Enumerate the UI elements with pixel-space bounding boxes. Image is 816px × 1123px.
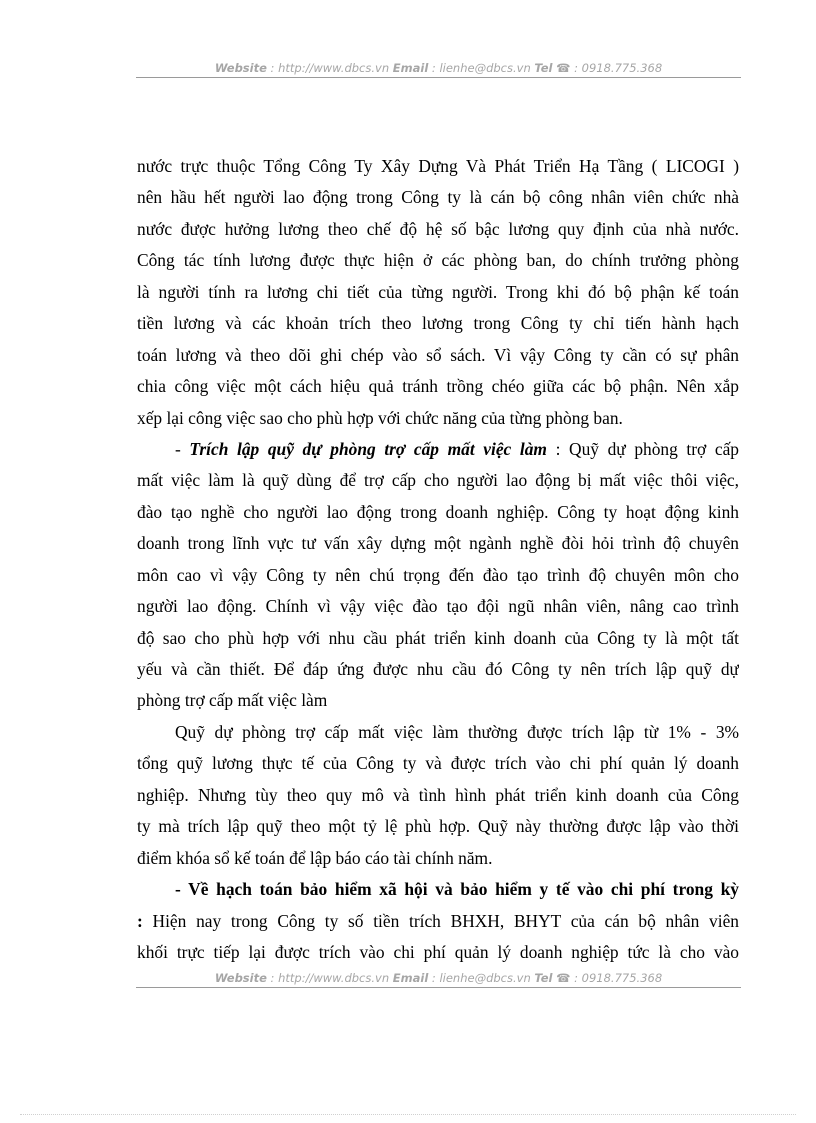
text-line: nước được hưởng lương theo chế độ hệ số bậc lương quy định của nhà nước. <box>137 218 739 239</box>
text-line: yếu và cần thiết. Để đáp ứng được nhu cầu đó Công ty nên trích lập quỹ dự <box>137 659 739 679</box>
text-line: nước trực thuộc Tổng Công Ty Xây Dựng Và Phát Triển Hạ Tầng ( LICOGI ) <box>137 156 739 176</box>
text-line: đào tạo nghề cho người lao động trong doanh nghiệp. Công ty hoạt động kinh <box>137 501 739 522</box>
section-heading-provision: Trích lập quỹ dự phòng trợ cấp mất việc làm <box>189 438 547 459</box>
text-line: khối trực tiếp lại được trích vào chi phí quản lý doanh nghiệp tức là cho vào <box>137 941 739 962</box>
tel-number: : 0918.775.368 <box>570 971 663 985</box>
email-address: : lienhe@dbcs.vn <box>428 61 535 75</box>
text-fragment: : Quỹ dự phòng trợ cấp <box>546 438 739 459</box>
text-line: chia công việc một cách hiệu quả tránh trồng chéo giữa các bộ phận. Nên xắp <box>137 376 739 397</box>
email-label: Email <box>392 971 429 985</box>
text-line <box>137 906 739 937</box>
text-line: xếp lại công việc sao cho phù hợp với chức năng của từng phòng ban. <box>137 407 623 428</box>
text-line: phòng trợ cấp mất việc làm <box>137 690 328 711</box>
text-line: Quỹ dự phòng trợ cấp mất việc làm thường được trích lập từ 1% - 3% <box>175 721 739 742</box>
website-label: Website <box>214 61 267 75</box>
section-heading-line <box>137 434 739 465</box>
website-label: Website <box>214 971 267 985</box>
section-heading-insurance: - Về hạch toán bảo hiểm xã hội và bảo hiểm y tế vào chi phí trong kỳ <box>175 879 739 900</box>
phone-icon: ☎ <box>556 971 571 985</box>
text-line: Công tác tính lương được thực hiện ở các phòng ban, do chính trưởng phòng <box>137 250 739 271</box>
email-label: Email <box>392 61 429 75</box>
text-line: nghiệp. Nhưng tùy theo quy mô và tình hình phát triển kinh doanh của Công <box>137 784 739 805</box>
website-url: : http://www.dbcs.vn <box>266 971 393 985</box>
text-line: tổng quỹ lương thực tế của Công ty và được trích vào chi phí quản lý doanh <box>137 753 739 774</box>
page-header <box>136 61 741 78</box>
dash: - <box>175 438 190 459</box>
text-line: toán lương và theo dõi ghi chép vào sổ sách. Vì vậy Công ty cần có sự phân <box>137 344 739 365</box>
text-line: ty mà trích lập quỹ theo một tỷ lệ phù hợp. Quỹ này thường được lập vào thời <box>137 816 739 837</box>
text-line: độ sao cho phù hợp với nhu cầu phát triển kinh doanh của Công ty là một tất <box>137 627 739 648</box>
tel-label: Tel <box>534 971 553 985</box>
tel-label: Tel <box>534 61 553 75</box>
website-url: : http://www.dbcs.vn <box>266 61 393 75</box>
text-line: doanh trong lĩnh vực tư vấn xây dựng một ngành nghề đòi hỏi trình độ chuyên <box>137 533 739 554</box>
page-footer <box>136 971 741 988</box>
document-body <box>137 151 739 968</box>
colon: : <box>137 910 153 931</box>
text-line: môn cao vì vậy Công ty nên chú trọng đến đào tạo trình độ chuyên môn cho <box>137 564 739 585</box>
text-line: người lao động. Chính vì vậy việc đào tạo đội ngũ nhân viên, nâng cao trình <box>137 596 739 617</box>
text-fragment: Hiện nay trong Công ty số tiền trích BHXH, BHYT của cán bộ nhân viên <box>152 910 739 931</box>
text-line: mất việc làm là quỹ dùng để trợ cấp cho người lao động bị mất việc thôi việc, <box>137 470 739 491</box>
text-line: nên hầu hết người lao động trong Công ty là cán bộ công nhân viên chức nhà <box>137 187 739 208</box>
email-address: : lienhe@dbcs.vn <box>428 971 535 985</box>
page-boundary-divider <box>20 1114 796 1115</box>
text-line: điểm khóa sổ kế toán để lập báo cáo tài chính năm. <box>137 847 493 868</box>
text-line: tiền lương và các khoản trích theo lương trong Công ty chỉ tiến hành hạch <box>137 313 739 334</box>
tel-number: : 0918.775.368 <box>570 61 663 75</box>
text-line: là người tính ra lương chi tiết của từng người. Trong khi đó bộ phận kế toán <box>137 281 739 302</box>
phone-icon: ☎ <box>556 61 571 75</box>
